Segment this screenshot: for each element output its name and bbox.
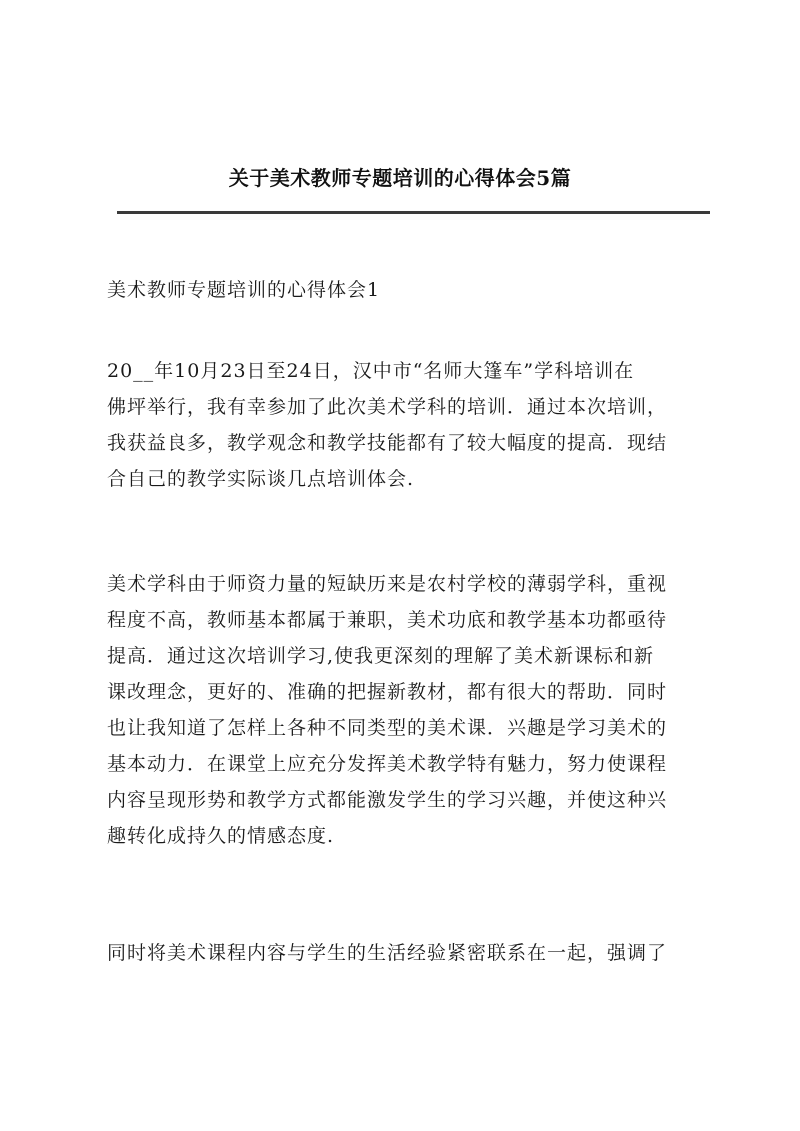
paragraph-2 bbox=[107, 566, 710, 854]
paragraph-3 bbox=[107, 935, 710, 971]
paragraph-line: 20__年10月23日至24日，汉中市“名师大篷车”学科培训在 bbox=[107, 360, 635, 382]
section-heading: 美术教师专题培训的心得体会1 bbox=[107, 279, 381, 301]
paragraph-line: 佛坪举行，我有幸参加了此次美术学科的培训．通过本次培训， bbox=[107, 396, 668, 418]
paragraph-line: 课改理念，更好的、准确的把握新教材，都有很大的帮助．同时 bbox=[107, 681, 668, 703]
paragraph-line: 美术学科由于师资力量的短缺历来是农村学校的薄弱学科，重视 bbox=[107, 573, 668, 595]
document-title: 关于美术教师专题培训的心得体会5篇 bbox=[228, 166, 572, 190]
paragraph-line: 程度不高，教师基本都属于兼职，美术功底和教学基本功都亟待 bbox=[107, 609, 668, 631]
paragraph-1 bbox=[107, 353, 710, 497]
paragraph-line: 我获益良多，教学观念和教学技能都有了较大幅度的提高．现结 bbox=[107, 432, 668, 454]
paragraph-line: 合自己的教学实际谈几点培训体会. bbox=[107, 468, 415, 490]
title-divider bbox=[117, 211, 710, 214]
paragraph-line: 同时将美术课程内容与学生的生活经验紧密联系在一起，强调了 bbox=[107, 942, 668, 964]
paragraph-line: 内容呈现形势和教学方式都能激发学生的学习兴趣，并使这种兴 bbox=[107, 789, 668, 811]
paragraph-line: 趣转化成持久的情感态度. bbox=[107, 825, 335, 847]
paragraph-line: 也让我知道了怎样上各种不同类型的美术课．兴趣是学习美术的 bbox=[107, 717, 668, 739]
paragraph-line: 基本动力．在课堂上应充分发挥美术教学特有魅力，努力使课程 bbox=[107, 753, 668, 775]
paragraph-line: 提高．通过这次培训学习,使我更深刻的理解了美术新课标和新 bbox=[107, 645, 655, 667]
